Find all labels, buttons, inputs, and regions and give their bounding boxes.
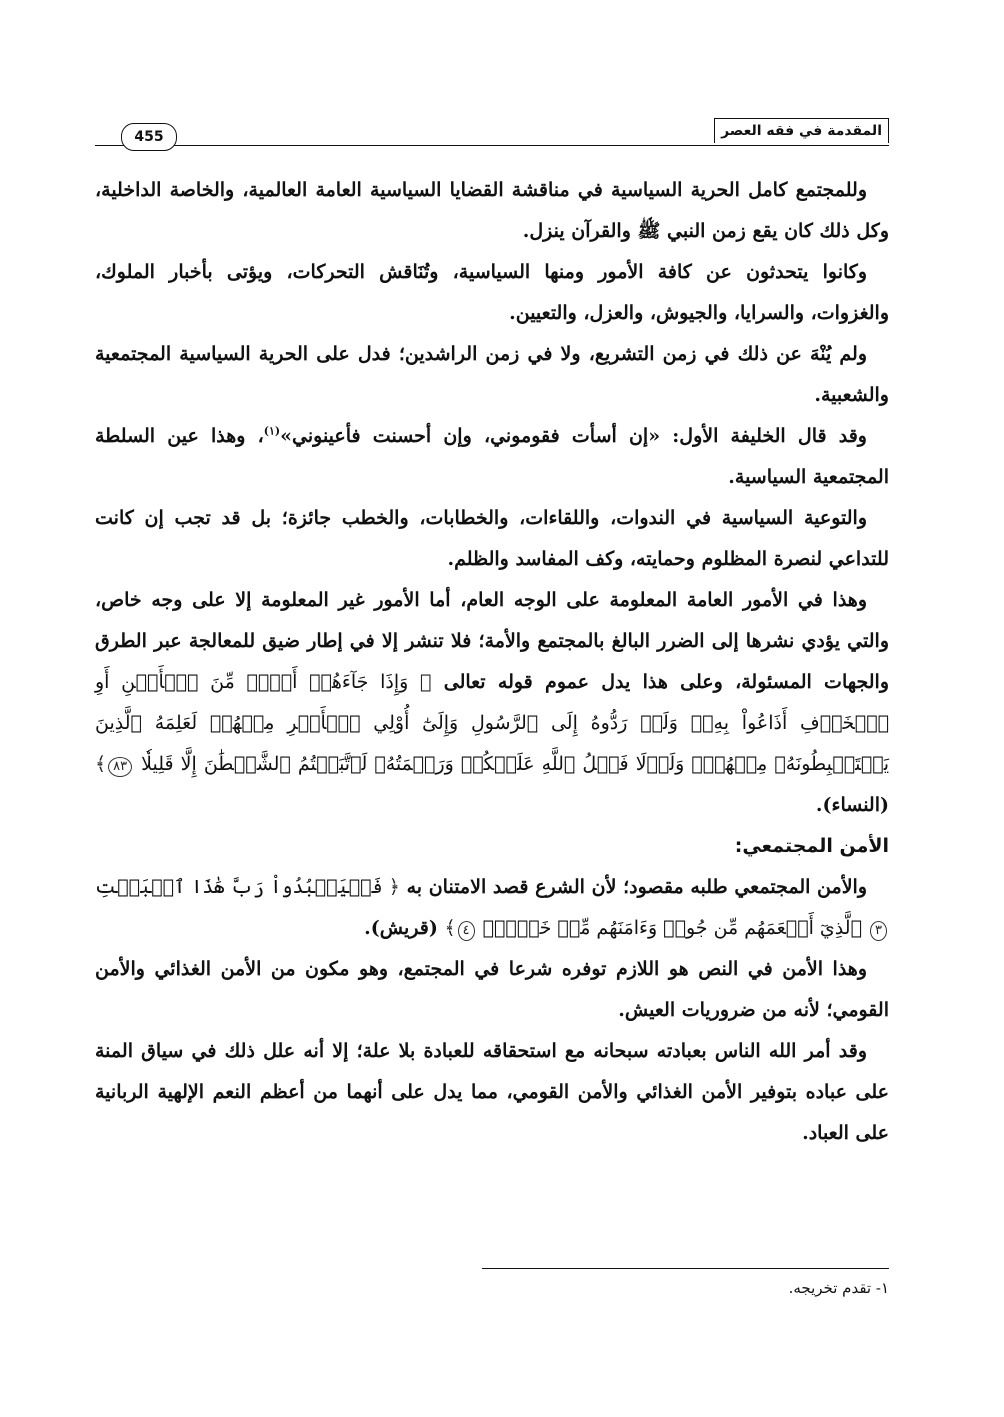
header-rule: [95, 145, 889, 146]
text-run: وللمجتمع كامل الحرية السياسية في مناقشة القضايا السياسية العامة العالمية، والخاصة الداخلية، وكل ذلك كان يقع زمن النبي ﷺ والقرآن ينزل.: [95, 179, 889, 242]
paragraph: [95, 416, 889, 498]
quran-bracket: ﴾: [95, 753, 107, 775]
footnote: ١- تقدم تخريجه.: [788, 1279, 889, 1297]
quran-bracket: ﴾: [444, 917, 456, 939]
text-run: وهذا الأمن في النص هو اللازم توفره شرعا في المجتمع، وهو مكون من الأمن الغذائي والأمن القومي؛ لأنه من ضروريات العيش.: [95, 958, 889, 1021]
section-heading: [95, 826, 889, 867]
paragraph: [95, 252, 889, 334]
quran-bracket: ﴿: [388, 876, 400, 898]
page-header: [95, 118, 889, 148]
text-run: وكانوا يتحدثون عن كافة الأمور ومنها السياسية، وتُنَاقش التحركات، ويؤتى بأخبار الملوك، والغزوات، والسرايا، والجيوش، والعزل، والتعيين.: [95, 261, 889, 324]
paragraph: [95, 949, 889, 1031]
book-title: المقدمة في فقه العصر: [714, 118, 889, 143]
paragraph: [95, 1031, 889, 1154]
quran-bracket: ﴿: [420, 671, 432, 693]
quran-verse: وَإِذَا جَآءَهُمۡ أَمۡرٞ مِّنَ ٱلۡأَمۡنِ أَوِ ٱلۡخَوۡفِ أَذَاعُواْ بِهِۦۖ وَلَوۡ رَدُّوهُ إِلَى ٱلرَّسُولِ وَإِلَىٰٓ أُوْلِي ٱلۡأَمۡرِ مِنۡهُمۡ لَعَلِمَهُ ٱلَّذِينَ يَسۡتَنۢبِطُونَهُۥ مِنۡهُمۡۗ وَلَوۡلَا فَضۡلُ ٱللَّهِ عَلَيۡكُمۡ وَرَحۡمَتُهُۥ لَٱتَّبَعۡتُمُ ٱلشَّيۡطَٰنَ إِلَّا قَلِيلٗا: [95, 671, 889, 775]
page-number: 455: [121, 123, 177, 151]
paragraph: [95, 334, 889, 416]
ayah-number: ٣: [870, 921, 887, 941]
text-run: والتوعية السياسية في الندوات، واللقاءات، والخطابات، والخطب جائزة؛ بل قد تجب إن كانت للتداعي لنصرة المظلوم وحمايته، وكف المفاسد والظلم.: [95, 507, 889, 570]
text-run: (النساء).: [815, 794, 889, 816]
paragraph: [95, 170, 889, 252]
paragraph: [95, 498, 889, 580]
paragraph: [95, 580, 889, 826]
quran-verse: فَلۡيَعۡبُدُواْ رَبَّ هَٰذَا ٱلۡبَيۡتِ: [95, 876, 389, 898]
text-run: وقد أمر الله الناس بعبادته سبحانه مع استحقاقه للعبادة بلا علة؛ إلا أنه علل ذلك في سياق المنة على عباده بتوفير الأمن الغذائي والأمن القومي، مما يدل على أنهما من أعظم النعم الإلهية الربانية على العباد.: [95, 1040, 889, 1144]
text-run: والأمن المجتمعي طلبه مقصود؛ لأن الشرع قصد الامتنان به: [399, 876, 867, 898]
text-run: وهذا في الأمور العامة المعلومة على الوجه العام، أما الأمور غير المعلومة إلا على وجه خاص، والتي يؤدي نشرها إلى الضرر البالغ بالمجتمع والأمة؛ فلا تنشر إلا في إطار ضيق للمعالجة عبر الطرق والجهات المسئولة، وعلى هذا يدل عموم قوله تعالى: [95, 589, 889, 693]
text-run: ولم يُنْهَ عن ذلك في زمن التشريع، ولا في زمن الراشدين؛ فدل على الحرية السياسية المجتمعية والشعبية.: [95, 343, 889, 406]
page-body: [95, 170, 889, 1154]
text-run: (قريش).: [364, 917, 445, 939]
paragraph: [95, 867, 889, 949]
text-run: ، وهذا عين السلطة المجتمعية السياسية.: [95, 425, 889, 488]
text-run: وقد قال الخليفة الأول: «إن أسأت فقوموني، وإن أحسنت فأعينوني»: [280, 425, 867, 447]
ayah-number: ٤: [458, 921, 475, 941]
quran-verse: ٱلَّذِيٓ أَطۡعَمَهُم مِّن جُوعٖ وَءَامَنَهُم مِّنۡ خَوۡفِۭ: [476, 917, 869, 939]
footnote-marker: (١): [263, 424, 281, 438]
footnote-separator: [482, 1268, 889, 1269]
ayah-number: ٨٣: [108, 757, 132, 777]
text-run: الأمن المجتمعي:: [734, 835, 889, 857]
